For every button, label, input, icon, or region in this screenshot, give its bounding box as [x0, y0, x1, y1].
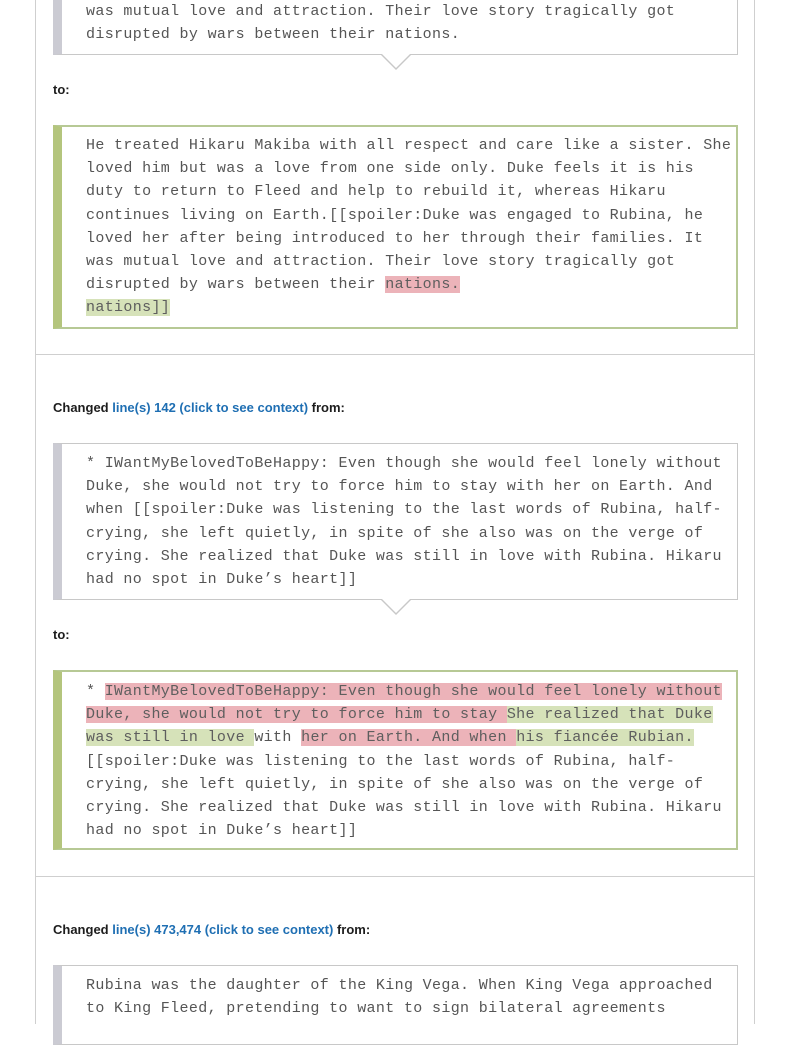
diff-line: * IWantMyBelovedToBeHappy: Even though she would feel lonely without [86, 455, 722, 472]
old-text-box [53, 443, 738, 600]
unchanged-text: loved him but was a love from one side only. Duke feels it is his [86, 160, 694, 178]
unchanged-text: continues living on Earth.[[spoiler:Duke was engaged to Rubina, he [86, 206, 704, 224]
context-link[interactable]: line(s) 473,474 (click to see context) [112, 922, 334, 937]
diff-line [86, 157, 726, 180]
diff-line: was mutual love and attraction. Their love story tragically got [86, 3, 676, 20]
inserted-text: his fiancée Rubian. [516, 729, 694, 747]
unchanged-text: He treated Hikaru Makiba with all respect and care like a sister. She [86, 137, 732, 154]
diff-line: crying, she left quietly, in spite of she also was on the verge of [86, 524, 704, 542]
unchanged-text: loved her after being introduced to her through their families. It [86, 229, 704, 247]
context-link[interactable]: line(s) 142 (click to see context) [112, 400, 309, 415]
changed-suffix: from: [333, 922, 371, 937]
deleted-text: her on Earth. And when [301, 729, 517, 747]
diff-line [86, 796, 726, 819]
from-to-arrow [381, 600, 411, 615]
inserted-text: was still in love [86, 729, 255, 747]
unchanged-text: crying. She realized that Duke was still in love with Rubina. Hikaru [86, 798, 722, 816]
diff-line [86, 773, 726, 796]
diff-line [86, 703, 726, 726]
deleted-text: IWantMyBelovedToBeHappy: Even though she would feel lonely without [104, 683, 722, 700]
from-to-arrow [381, 55, 411, 70]
diff-line [86, 227, 726, 250]
diff-line [86, 204, 726, 227]
diff-line [86, 680, 726, 703]
diff-separator [35, 876, 755, 877]
new-text-box [53, 670, 738, 850]
deleted-text: nations. [385, 276, 461, 294]
diff-line [86, 180, 726, 203]
old-text-box [53, 965, 738, 1045]
diff-line [86, 273, 726, 296]
changed-prefix: Changed [53, 400, 113, 415]
to-label: to: [53, 82, 70, 97]
unchanged-text: [[spoiler:Duke was listening to the last words of Rubina, half- [86, 752, 676, 770]
diff-line [86, 250, 726, 273]
diff-line: crying. She realized that Duke was still in love with Rubina. Hikaru [86, 547, 722, 565]
changed-prefix: Changed [53, 922, 113, 937]
changed-heading [53, 922, 370, 937]
to-label: to: [53, 627, 70, 642]
diff-line: had no spot in Duke’s heart]] [86, 570, 358, 588]
diff-separator [35, 354, 755, 355]
diff-line [86, 819, 726, 842]
diff-line: when [[spoiler:Duke was listening to the last words of Rubina, half- [86, 501, 722, 519]
unchanged-text: had no spot in Duke’s heart]] [86, 822, 358, 840]
inserted-text: She realized that Duke [506, 706, 713, 724]
diff-line: to King Fleed, pretending to want to sign bilateral agreements [86, 1000, 666, 1018]
diff-line [86, 750, 726, 773]
diff-line [86, 134, 732, 157]
changed-heading [53, 400, 345, 415]
diff-line [86, 726, 726, 749]
diff-line: Duke, she would not try to force him to stay with her on Earth. And [86, 478, 713, 496]
diff-line [86, 296, 726, 319]
unchanged-text: disrupted by wars between their [86, 276, 386, 294]
inserted-text: nations]] [86, 299, 171, 317]
unchanged-text: was mutual love and attraction. Their love story tragically got [86, 252, 676, 270]
old-text-box [53, 0, 738, 55]
new-text-box [53, 125, 738, 329]
diff-line: disrupted by wars between their nations. [86, 26, 461, 44]
diff-line: Rubina was the daughter of the King Vega. When King Vega approached [86, 977, 713, 994]
unchanged-text: with [254, 729, 302, 747]
unchanged-text: crying, she left quietly, in spite of she also was on the verge of [86, 775, 704, 793]
unchanged-text: duty to return to Fleed and help to rebuild it, whereas Hikaru [86, 183, 666, 201]
unchanged-text: * [86, 683, 105, 700]
deleted-text: Duke, she would not try to force him to stay [86, 706, 507, 724]
changed-suffix: from: [308, 400, 345, 415]
